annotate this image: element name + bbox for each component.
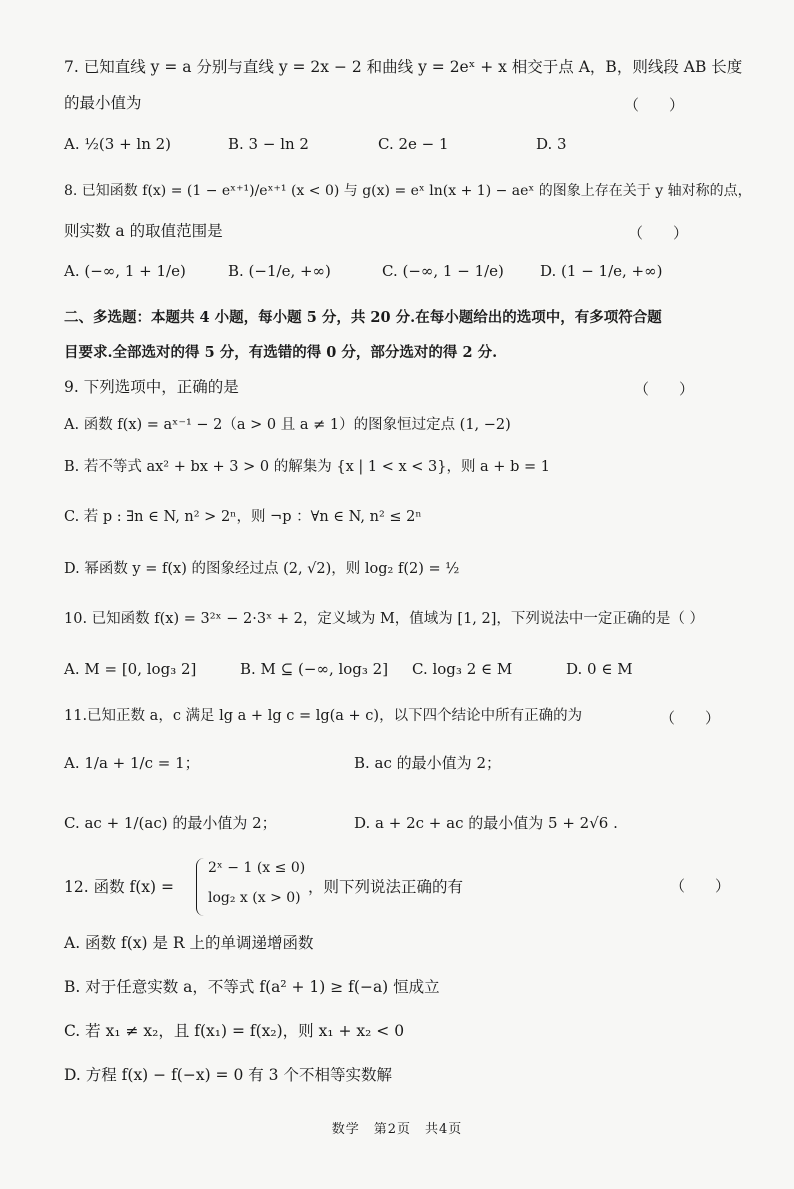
q12-option-d: D. 方程 f(x) − f(−x) = 0 有 3 个不相等实数解 [64,1066,392,1084]
q10-option-c: C. log₃ 2 ∈ M [412,660,513,678]
q8-option-c: C. (−∞, 1 − 1/e) [382,262,504,280]
q9-option-d: D. 幂函数 y = f(x) 的图象经过点 (2, √2)，则 log₂ f(2) = ½ [64,561,460,577]
section-multiple-choice-line2: 目要求.全部选对的得 5 分，有选错的得 0 分，部分选对的得 2 分. [64,344,498,361]
q12-option-b: B. 对于任意实数 a，不等式 f(a² + 1) ≥ f(−a) 恒成立 [64,978,440,996]
q7-option-a: A. ½(3 + ln 2) [64,135,172,153]
q12-option-a: A. 函数 f(x) 是 R 上的单调递增函数 [64,934,314,952]
q7-stem-line2: 的最小值为 [64,94,142,112]
q11-option-a: A. 1/a + 1/c = 1； [64,754,200,772]
q10-option-b: B. M ⊆ (−∞, log₃ 2] [240,660,389,678]
q8-option-b: B. (−1/e, +∞) [228,262,331,280]
q7-option-c: C. 2e − 1 [378,135,449,153]
q12-case-2: log₂ x (x > 0) [208,890,301,906]
q8-stem-line1: 8. 已知函数 f(x) = (1 − eˣ⁺¹)/eˣ⁺¹ (x < 0) 与 g(x) = eˣ ln(x + 1) − aeˣ 的图象上存在关于 y 轴对称的点， [64,183,752,199]
q11-option-d: D. a + 2c + ac 的最小值为 5 + 2√6 . [354,814,618,832]
q8-option-a: A. (−∞, 1 + 1/e) [64,262,186,280]
q8-stem-line2: 则实数 a 的取值范围是 [64,222,223,240]
q12-option-c: C. 若 x₁ ≠ x₂，且 f(x₁) = f(x₂)，则 x₁ + x₂ < 0 [64,1022,405,1040]
q10-stem: 10. 已知函数 f(x) = 3²ˣ − 2·3ˣ + 2，定义域为 M，值域为 [1, 2]，下列说法中一定正确的是（ ） [64,611,705,627]
section-multiple-choice-line1: 二、多选题：本题共 4 小题，每小题 5 分，共 20 分.在每小题给出的选项中，有多项符合题 [64,309,662,326]
q8-option-d: D. (1 − 1/e, +∞) [540,262,663,280]
q7-option-d: D. 3 [536,135,567,153]
q12-stem-prefix: 12. 函数 f(x) = [64,878,174,896]
q9-option-a: A. 函数 f(x) = aˣ⁻¹ − 2（a > 0 且 a ≠ 1）的图象恒过定点 (1, −2) [64,417,511,433]
q12-case-1: 2ˣ − 1 (x ≤ 0) [208,860,306,876]
q12-stem-suffix: ，则下列说法正确的有 [308,878,464,896]
q11-option-b: B. ac 的最小值为 2； [354,754,501,772]
q9-option-c: C. 若 p : ∃n ∈ N, n² > 2ⁿ，则 ¬p ：∀n ∈ N, n² ≤ 2ⁿ [64,509,422,525]
q11-answer-bracket: （ ） [660,709,721,727]
piecewise-brace [196,858,207,916]
q9-answer-bracket: （ ） [634,380,695,398]
q10-option-a: A. M = [0, log₃ 2] [64,660,197,678]
q7-stem-line1: 7. 已知直线 y = a 分别与直线 y = 2x − 2 和曲线 y = 2eˣ + x 相交于点 A，B，则线段 AB 长度 [64,58,743,76]
q7-option-b: B. 3 − ln 2 [228,135,309,153]
page-footer: 数学 第2页 共4页 [331,1122,463,1137]
q11-stem: 11.已知正数 a，c 满足 lg a + lg c = lg(a + c)，以下四个结论中所有正确的为 [64,708,583,724]
q8-answer-bracket: （ ） [628,224,689,242]
q9-option-b: B. 若不等式 ax² + bx + 3 > 0 的解集为 {x | 1 < x < 3}，则 a + b = 1 [64,459,550,475]
q12-answer-bracket: （ ） [670,877,731,895]
q10-option-d: D. 0 ∈ M [566,660,633,678]
q11-option-c: C. ac + 1/(ac) 的最小值为 2； [64,814,277,832]
q9-stem: 9. 下列选项中，正确的是 [64,378,239,396]
q7-answer-bracket: （ ） [624,96,685,114]
